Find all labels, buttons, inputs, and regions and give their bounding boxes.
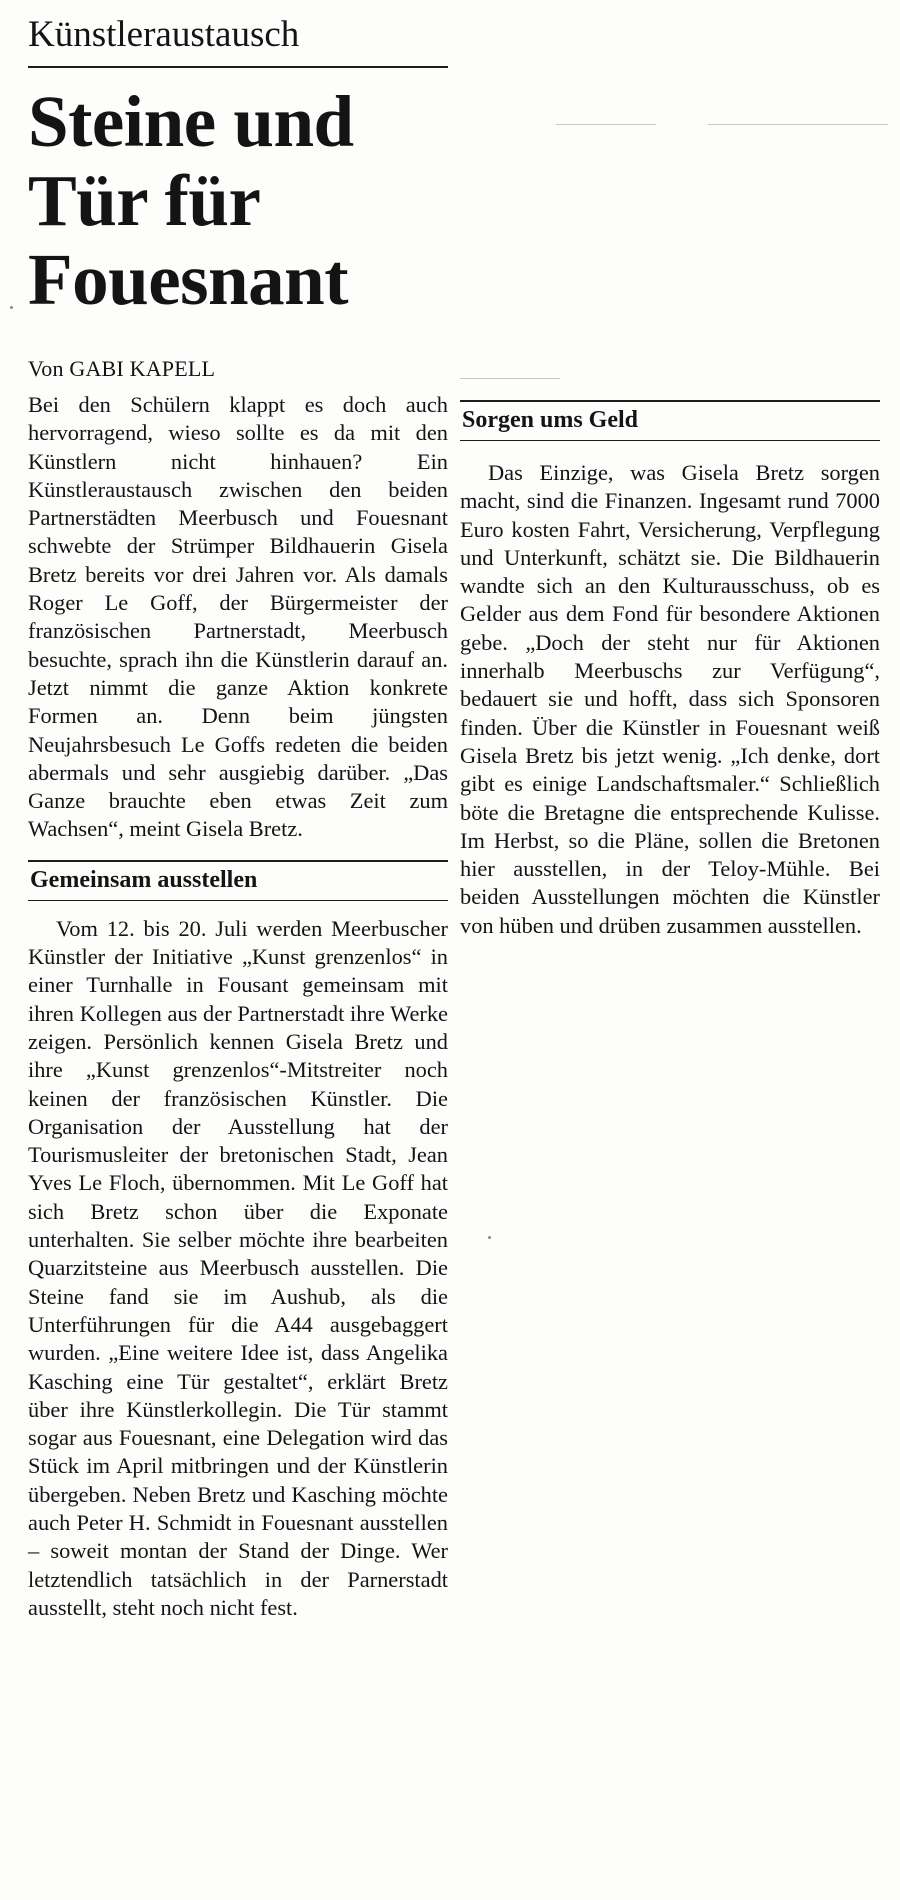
section-rule-bottom [28,900,448,901]
faint-rule-top-right [556,124,656,125]
kicker-rule [28,66,448,68]
print-speck [10,306,13,309]
section-heading-block [28,860,448,901]
headline-line: Fouesnant [28,239,349,320]
section-heading-block [460,400,880,441]
section-paragraph: Das Einzige, was Gisela Bretz sorgen macht, sind die Finanzen. Ingesamt rund 7000 Euro kosten Fahrt, Versicherung, Verpflegung und Unterkunft, schätzt sie. Die Bildhauerin wandte sich an den Kulturausschuss, ob es Gelder aus dem Fond für besondere Aktionen gebe. „Doch der steht nur für Aktionen innerhalb Meerbuschs zur Verfügung“, bedauert sie und hofft, dass sich Sponsoren finden. Über die Künstler in Fouesnant weiß Gisela Bretz bis jetzt wenig. „Ich denke, dort gibt es einige Landschaftsmaler.“ Schließlich böte die Bretagne die entsprechende Kulisse. Im Herbst, so die Pläne, sollen die Bretonen hier ausstellen, in der Teloy-Mühle. Bei beiden Ausstellungen möchten die Künstler von hüben und drüben zusammen ausstellen. [460,460,880,938]
right-column [460,400,880,940]
headline-line: Steine und [28,81,354,162]
kicker: Künstleraustausch [28,14,300,55]
section-heading: Gemeinsam ausstellen [30,866,258,893]
print-speck [488,1236,491,1239]
section-paragraph: Vom 12. bis 20. Juli werden Meerbuscher Künstler der Initiative „Kunst grenzenlos“ in einer Turnhalle in Fousant gemeinsam mit ihren Kollegen aus der Partnerstadt ihre Werke zeigen. Persönlich kennen Gisela Bretz und ihre „Kunst grenzenlos“-Mitstreiter noch keinen der französischen Künstler. Die Organisation der Ausstellung hat der Tourismusleiter der bretonischen Stadt, Jean Yves Le Floch, übernommen. Mit Le Goff hat sich Bretz schon über die Exponate unterhalten. Sie selber möchte ihre bearbeiten Quarzitsteine aus Meerbusch ausstellen. Die Steine fand sie im Aushub, als die Unterführungen für die A44 ausgebaggert wurden. „Eine weitere Idee ist, dass Angelika Kasching eine Tür gestaltet“, erklärt Bretz über ihre Künstlerkollegin. Die Tür stammt sogar aus Fouesnant, eine Delegation wird das Stück im April mitbringen und der Künstlerin übergeben. Neben Bretz und Kasching möchte auch Peter H. Schmidt in Fouesnant ausstellen – soweit montan der Stand der Dinge. Wer letztendlich tatsächlich in der Parnerstadt ausstellt, steht noch nicht fest. [28,915,448,1620]
byline: Von GABI KAPELL [28,356,216,381]
intro-paragraph: Bei den Schülern klappt es doch auch hervorragend, wieso sollte es da mit den Künstlern nicht hinhauen? Ein Künstleraustausch zwischen den beiden Partnerstädten Meerbusch und Fouesnant schwebte der Strümper Bildhauerin Gisela Bretz bereits vor drei Jahren vor. Als damals Roger Le Goff, der Bürgermeister der französischen Partnerstadt, Meerbusch besuchte, sprach ihn die Künstlerin darauf an. Jetzt nimmt die ganze Aktion konkrete Formen an. Denn beim jüngsten Neujahrsbesuch Le Goffs redeten die beiden abermals und sehr ausgiebig darüber. „Das Ganze brauchte eben etwas Zeit zum Wachsen“, meint Gisela Bretz. [28,392,448,842]
section-rule-bottom [460,440,880,441]
faint-rule-mid-right [460,378,560,379]
section-heading: Sorgen ums Geld [462,407,639,433]
faint-rule-top-right-2 [708,124,888,125]
left-column [28,8,448,1622]
headline-line: Tür für [28,160,261,241]
headline [28,82,448,319]
